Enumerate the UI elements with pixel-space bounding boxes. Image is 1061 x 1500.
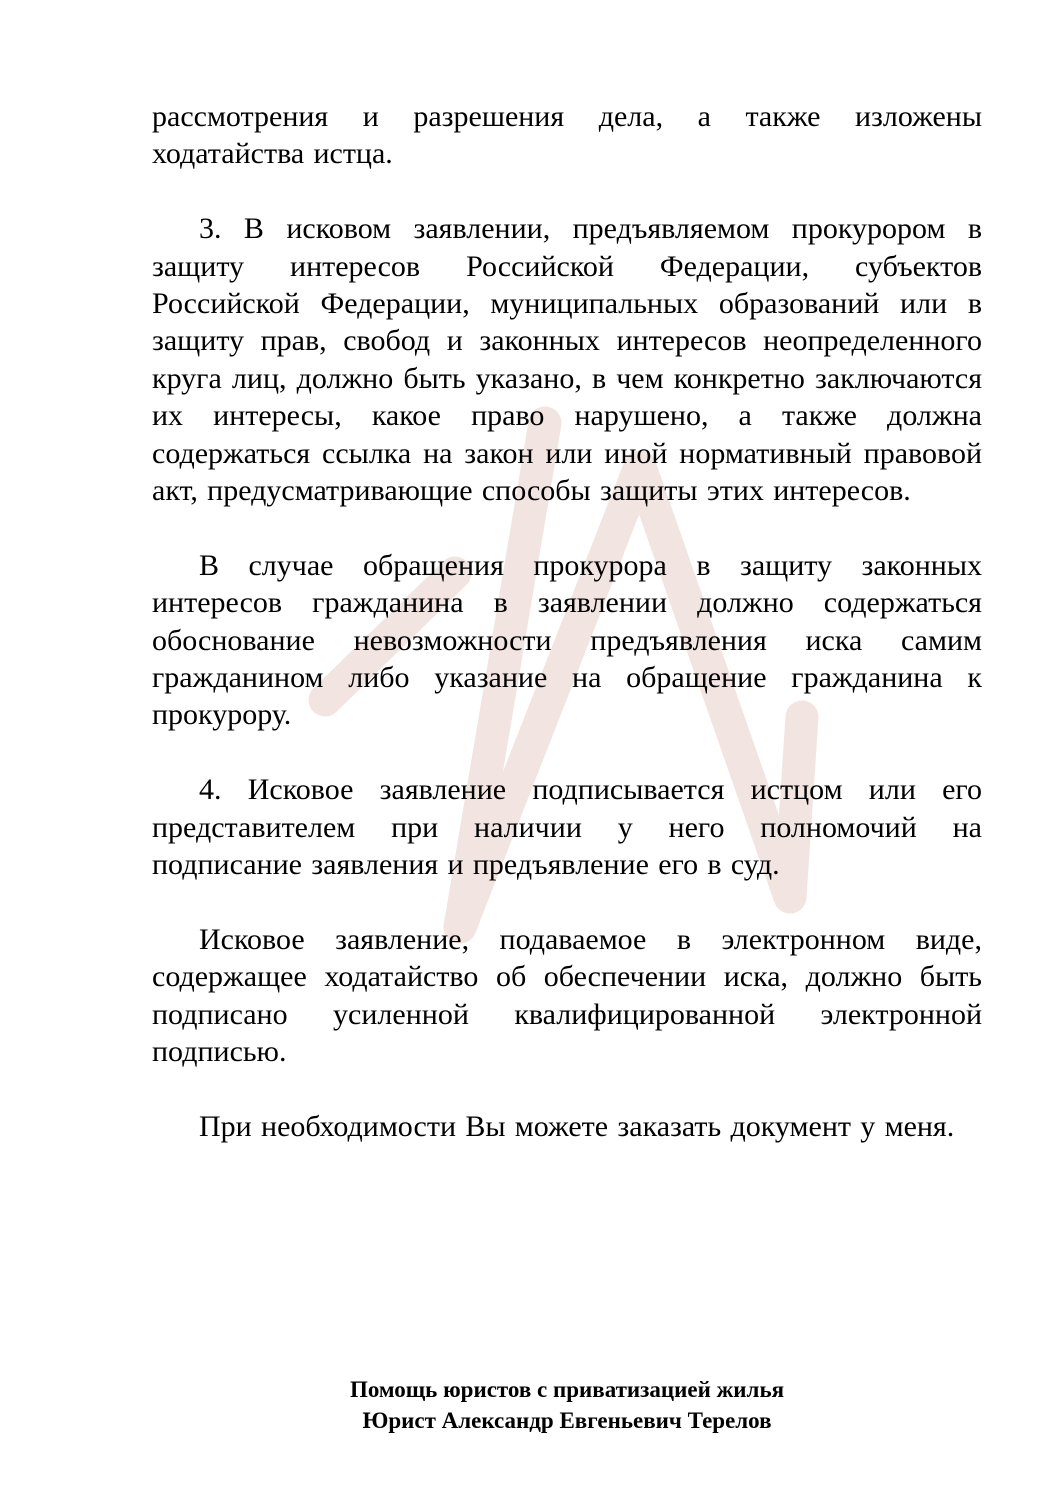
paragraph: Исковое заявление, подаваемое в электронном виде, содержащее ходатайство об обеспечении иска, должно быть подписано усиленной квалифицированной электронной подписью.: [152, 922, 982, 1069]
footer-line: Помощь юристов с приватизацией жилья: [349, 1377, 785, 1402]
document-footer: [152, 1374, 982, 1436]
paragraph: При необходимости Вы можете заказать документ у меня.: [199, 1109, 955, 1143]
paragraph: рассмотрения и разрешения дела, а также изложены ходатайства истца.: [152, 100, 982, 171]
paragraph: В случае обращения прокурора в защиту законных интересов гражданина в заявлении должно содержаться обоснование невозможности предъявления иска самим гражданином либо указание на обращение гражданина к прокурору.: [152, 548, 982, 732]
paragraph: 4. Исковое заявление подписывается истцом или его представителем при наличии у него полномочий на подписание заявления и предъявление его в суд.: [152, 773, 982, 882]
footer-line: Юрист Александр Евгеньевич Терелов: [362, 1408, 772, 1433]
paragraph: 3. В исковом заявлении, предъявляемом прокурором в защиту интересов Российской Федерации, субъектов Российской Федерации, муниципальных образований или в защиту прав, свобод и законных интересов неопределенного круга лиц, должно быть указано, в чем конкретно заключаются их интересы, какое право нарушено, а также должна содержаться ссылка на закон или иной нормативный правовой акт, предусматривающие способы защиты этих интересов.: [152, 212, 982, 508]
document-body: [152, 98, 982, 1183]
